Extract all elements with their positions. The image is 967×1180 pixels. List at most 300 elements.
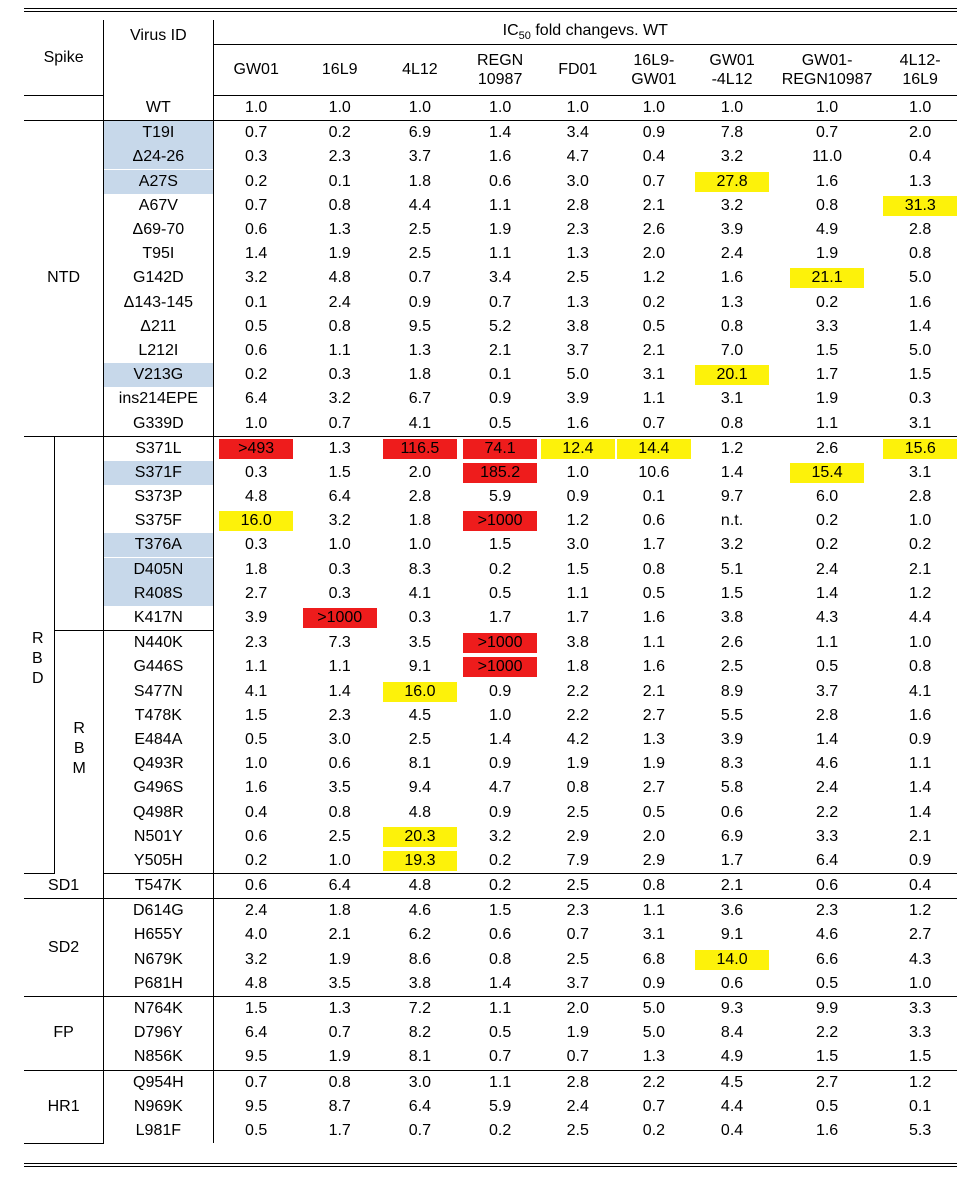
virus-id-cell xyxy=(104,655,213,679)
value-highlight-yellow: 20.3 xyxy=(383,827,457,847)
value-cell xyxy=(771,387,883,411)
value-cell xyxy=(459,1070,541,1095)
value-cell xyxy=(381,948,460,972)
value-cell xyxy=(883,411,957,436)
virus-id-cell xyxy=(104,923,213,947)
value: 0.8 xyxy=(328,196,351,214)
value: 5.0 xyxy=(642,1024,665,1042)
value: 2.1 xyxy=(909,560,932,578)
value-cell xyxy=(459,1021,541,1045)
value: 1.3 xyxy=(720,293,744,311)
table-row xyxy=(24,315,957,339)
virus-id-cell xyxy=(104,776,213,800)
value-cell xyxy=(299,874,381,899)
value: 2.6 xyxy=(815,439,839,457)
value-cell xyxy=(883,972,957,997)
value-cell xyxy=(615,363,694,387)
value: 6.4 xyxy=(245,390,268,408)
value-cell xyxy=(299,411,381,436)
value-cell xyxy=(213,436,299,461)
value-cell xyxy=(459,1095,541,1119)
value-cell xyxy=(693,170,771,194)
value-cell xyxy=(771,972,883,997)
value-cell xyxy=(693,461,771,485)
table-row xyxy=(24,655,957,679)
table-row xyxy=(24,874,957,899)
value: 1.4 xyxy=(720,463,744,481)
value: 0.8 xyxy=(328,803,351,821)
value-cell xyxy=(213,533,299,557)
value: 0.6 xyxy=(328,755,351,773)
value: 0.9 xyxy=(488,755,512,773)
table-row xyxy=(24,849,957,874)
value: 0.6 xyxy=(488,172,512,190)
virus-id: T547K xyxy=(134,877,182,895)
virus-id: K417N xyxy=(133,609,183,627)
value: 0.7 xyxy=(488,293,512,311)
table-row xyxy=(24,363,957,387)
value: 4.6 xyxy=(815,926,839,944)
value: 5.0 xyxy=(642,1000,665,1018)
value: 0.7 xyxy=(566,926,589,944)
value-cell xyxy=(615,972,694,997)
value: 0.6 xyxy=(245,877,268,895)
table-row xyxy=(24,776,957,800)
value: 0.2 xyxy=(642,293,665,311)
value: 1.0 xyxy=(328,536,351,554)
value-cell xyxy=(459,558,541,582)
value-cell xyxy=(459,996,541,1021)
value: 0.8 xyxy=(566,779,589,797)
virus-id-cell xyxy=(104,387,213,411)
value: 2.1 xyxy=(642,682,665,700)
value: 0.4 xyxy=(909,148,932,166)
value: 1.4 xyxy=(245,245,268,263)
value-cell xyxy=(299,194,381,218)
value-cell xyxy=(883,825,957,849)
virus-id-cell xyxy=(104,533,213,557)
value-cell xyxy=(883,387,957,411)
value-cell xyxy=(883,582,957,606)
virus-id-cell xyxy=(104,996,213,1021)
value-cell xyxy=(459,411,541,436)
virus-id: T95I xyxy=(142,245,175,263)
value: 0.2 xyxy=(815,536,839,554)
value: 2.5 xyxy=(566,1121,589,1139)
value-cell xyxy=(213,461,299,485)
value: 1.4 xyxy=(909,317,932,335)
value: 1.9 xyxy=(566,755,589,773)
value-cell xyxy=(299,291,381,315)
value: 1.1 xyxy=(488,196,512,214)
value-cell xyxy=(381,1021,460,1045)
value-cell xyxy=(615,194,694,218)
value: 2.5 xyxy=(566,950,589,968)
value: 0.8 xyxy=(642,560,665,578)
value: 4.5 xyxy=(720,1073,744,1091)
value-cell xyxy=(693,509,771,533)
value: 1.2 xyxy=(642,269,665,287)
value-cell xyxy=(299,533,381,557)
region-fp xyxy=(24,996,104,1070)
value-cell xyxy=(693,121,771,146)
value: 8.6 xyxy=(408,950,432,968)
value-highlight-yellow: 19.3 xyxy=(383,851,457,871)
value: 0.1 xyxy=(909,1097,932,1115)
value-cell xyxy=(381,728,460,752)
value-cell xyxy=(693,315,771,339)
value-cell xyxy=(299,606,381,631)
value-cell xyxy=(771,1095,883,1119)
value-cell xyxy=(541,752,615,776)
value-cell xyxy=(771,996,883,1021)
value: 0.7 xyxy=(566,1048,589,1066)
table-row xyxy=(24,436,957,461)
value: 1.6 xyxy=(909,706,932,724)
value-cell xyxy=(381,1119,460,1143)
value-cell xyxy=(299,680,381,704)
value: 2.2 xyxy=(566,682,589,700)
value: 0.5 xyxy=(815,974,839,992)
value: 1.5 xyxy=(488,536,512,554)
value-cell xyxy=(771,1070,883,1095)
virus-id-cell xyxy=(104,752,213,776)
virus-id-cell xyxy=(104,96,213,121)
value-highlight-red: >1000 xyxy=(463,633,537,653)
value-cell xyxy=(299,1119,381,1143)
value-cell xyxy=(213,1095,299,1119)
value: 1.9 xyxy=(642,755,665,773)
value: 6.4 xyxy=(815,851,839,869)
value: 9.4 xyxy=(408,779,432,797)
value-cell xyxy=(693,266,771,290)
region-rbm-label: R B M xyxy=(72,720,86,778)
value-cell xyxy=(541,728,615,752)
value: 1.5 xyxy=(245,1000,268,1018)
value: 0.5 xyxy=(642,317,665,335)
value-cell xyxy=(541,121,615,146)
value: 9.1 xyxy=(720,926,744,944)
value-cell xyxy=(771,606,883,631)
value-cell xyxy=(381,923,460,947)
value-cell xyxy=(615,899,694,924)
value-cell xyxy=(213,923,299,947)
value-cell xyxy=(541,899,615,924)
value-cell xyxy=(883,776,957,800)
value-cell xyxy=(299,315,381,339)
value-cell xyxy=(771,1021,883,1045)
antibody-header-label: 4L12 xyxy=(402,61,438,79)
value-highlight-yellow: 16.0 xyxy=(383,682,457,702)
value-cell xyxy=(615,923,694,947)
value-cell xyxy=(541,680,615,704)
value-cell xyxy=(541,170,615,194)
value-cell xyxy=(615,704,694,728)
value-cell xyxy=(299,899,381,924)
value-cell xyxy=(615,558,694,582)
value-cell xyxy=(299,849,381,874)
value-cell xyxy=(213,655,299,679)
value-cell xyxy=(615,1021,694,1045)
value: 3.7 xyxy=(815,682,839,700)
value: 0.5 xyxy=(245,317,268,335)
value: 0.4 xyxy=(909,877,932,895)
value: 2.5 xyxy=(408,221,432,239)
value-cell xyxy=(459,680,541,704)
value-cell xyxy=(771,776,883,800)
virus-id: S371L xyxy=(135,439,182,457)
value: 1.6 xyxy=(815,172,839,190)
virus-id-cell xyxy=(104,631,213,656)
value-cell xyxy=(459,509,541,533)
table-row xyxy=(24,461,957,485)
value-cell xyxy=(771,923,883,947)
value: 0.5 xyxy=(245,730,268,748)
table-row xyxy=(24,170,957,194)
value: 1.3 xyxy=(328,221,351,239)
antibody-header-label: 4L12- 16L9 xyxy=(899,51,941,88)
value: 4.4 xyxy=(909,609,932,627)
spike-column-header xyxy=(24,20,104,96)
value-cell xyxy=(541,485,615,509)
region-hr1-label: HR1 xyxy=(47,1097,80,1115)
value: 1.1 xyxy=(488,1000,512,1018)
value: 1.1 xyxy=(328,658,351,676)
value: 3.3 xyxy=(815,827,839,845)
value: 3.9 xyxy=(566,390,589,408)
value: 1.7 xyxy=(642,536,665,554)
value: 2.7 xyxy=(815,1073,839,1091)
value: 2.4 xyxy=(328,293,351,311)
value: 4.7 xyxy=(566,148,589,166)
value-cell xyxy=(459,606,541,631)
value-cell xyxy=(693,96,771,121)
value-cell xyxy=(883,752,957,776)
value: 6.4 xyxy=(328,877,351,895)
table-row xyxy=(24,242,957,266)
virus-id-cell xyxy=(104,411,213,436)
value-cell xyxy=(381,387,460,411)
antibody-header xyxy=(615,45,694,96)
virus-id-cell xyxy=(104,948,213,972)
virus-id-cell xyxy=(104,874,213,899)
virus-id-cell xyxy=(104,170,213,194)
value: 2.3 xyxy=(566,221,589,239)
value: 1.5 xyxy=(566,560,589,578)
value: 1.4 xyxy=(488,124,512,142)
value: 7.2 xyxy=(408,1000,432,1018)
value-cell xyxy=(213,411,299,436)
value: 5.0 xyxy=(566,366,589,384)
value-cell xyxy=(381,899,460,924)
value: 1.0 xyxy=(720,99,744,117)
virus-id-cell xyxy=(104,800,213,824)
value-cell xyxy=(541,874,615,899)
value-cell xyxy=(459,461,541,485)
table-row xyxy=(24,1070,957,1095)
table-row xyxy=(24,899,957,924)
value-cell xyxy=(771,411,883,436)
value-cell xyxy=(459,825,541,849)
value: 6.7 xyxy=(408,390,432,408)
value-cell xyxy=(693,874,771,899)
value-cell xyxy=(459,436,541,461)
value-cell xyxy=(883,996,957,1021)
value: 8.3 xyxy=(720,755,744,773)
value-cell xyxy=(883,849,957,874)
value: 0.9 xyxy=(488,390,512,408)
value-cell xyxy=(381,291,460,315)
value: 1.1 xyxy=(488,245,512,263)
value-cell xyxy=(299,1045,381,1070)
value-cell xyxy=(381,1070,460,1095)
value-cell xyxy=(213,728,299,752)
value: 0.6 xyxy=(245,827,268,845)
value: 6.4 xyxy=(245,1024,268,1042)
value: 0.8 xyxy=(815,196,839,214)
value-cell xyxy=(883,218,957,242)
value-cell xyxy=(299,631,381,656)
value-cell xyxy=(615,655,694,679)
value-cell xyxy=(615,436,694,461)
value-highlight-red: 116.5 xyxy=(383,439,457,459)
value: 2.5 xyxy=(566,803,589,821)
value-cell xyxy=(299,996,381,1021)
value: 0.3 xyxy=(245,536,268,554)
value: 0.9 xyxy=(909,730,932,748)
value: 3.5 xyxy=(328,974,351,992)
virus-id: G496S xyxy=(133,779,184,797)
value: 1.6 xyxy=(642,658,665,676)
ic50-header-rest: fold changevs. WT xyxy=(530,21,668,39)
value-cell xyxy=(381,582,460,606)
top-rule-inner xyxy=(24,11,957,12)
value: 3.8 xyxy=(566,317,589,335)
value: 1.8 xyxy=(328,902,351,920)
value-cell xyxy=(693,291,771,315)
value-cell xyxy=(299,461,381,485)
value-cell xyxy=(771,485,883,509)
value-cell xyxy=(771,1045,883,1070)
value: 2.3 xyxy=(245,633,268,651)
virus-id-cell xyxy=(104,461,213,485)
value-cell xyxy=(771,339,883,363)
virus-id-cell xyxy=(104,509,213,533)
value-cell xyxy=(381,266,460,290)
value-cell xyxy=(771,121,883,146)
value-cell xyxy=(381,363,460,387)
value-cell xyxy=(883,1070,957,1095)
spike-blank-cell xyxy=(24,96,104,121)
value: 0.4 xyxy=(245,803,268,821)
value-cell xyxy=(615,266,694,290)
value-cell xyxy=(213,606,299,631)
value: 7.0 xyxy=(720,341,744,359)
value-highlight-red: 185.2 xyxy=(463,463,537,483)
value: 3.0 xyxy=(408,1073,432,1091)
value: 3.0 xyxy=(328,730,351,748)
value-cell xyxy=(541,194,615,218)
value-cell xyxy=(381,339,460,363)
value-cell xyxy=(771,242,883,266)
value: 1.3 xyxy=(566,245,589,263)
value-cell xyxy=(693,339,771,363)
virus-id: N501Y xyxy=(133,827,183,845)
virus-id: A67V xyxy=(138,196,178,214)
value-cell xyxy=(771,436,883,461)
value: 1.4 xyxy=(815,730,839,748)
value-cell xyxy=(213,704,299,728)
value-cell xyxy=(615,752,694,776)
value: 3.1 xyxy=(642,366,665,384)
value-cell xyxy=(771,631,883,656)
value-cell xyxy=(693,972,771,997)
value-cell xyxy=(299,387,381,411)
value-cell xyxy=(299,948,381,972)
region-rbd-label: R B D xyxy=(32,629,44,687)
value-cell xyxy=(381,752,460,776)
value: 2.8 xyxy=(566,196,589,214)
value-cell xyxy=(213,825,299,849)
value-cell xyxy=(213,874,299,899)
value-cell xyxy=(459,631,541,656)
value-cell xyxy=(381,533,460,557)
value: 0.7 xyxy=(408,1121,432,1139)
value-cell xyxy=(213,1119,299,1143)
value-highlight-yellow: 14.4 xyxy=(617,439,691,459)
value: 0.9 xyxy=(909,851,932,869)
value-cell xyxy=(693,776,771,800)
value-cell xyxy=(615,948,694,972)
value: 3.1 xyxy=(909,414,932,432)
value-cell xyxy=(299,558,381,582)
value-cell xyxy=(381,655,460,679)
virus-id: N679K xyxy=(133,950,183,968)
value: 2.5 xyxy=(328,827,351,845)
value-cell xyxy=(459,363,541,387)
value: 2.4 xyxy=(566,1097,589,1115)
value: 0.2 xyxy=(815,512,839,530)
value: 3.8 xyxy=(566,633,589,651)
virus-id: S375F xyxy=(134,512,182,530)
value: 0.7 xyxy=(642,172,665,190)
value-cell xyxy=(771,315,883,339)
value-cell xyxy=(381,145,460,169)
virus-id-cell xyxy=(104,1070,213,1095)
value: 1.9 xyxy=(566,1024,589,1042)
value-cell xyxy=(213,242,299,266)
value-cell xyxy=(213,315,299,339)
value: 7.9 xyxy=(566,851,589,869)
value: 4.4 xyxy=(408,196,432,214)
value-highlight-yellow: 12.4 xyxy=(541,439,615,459)
value-cell xyxy=(459,339,541,363)
value: 3.8 xyxy=(408,974,432,992)
virus-id: T376A xyxy=(104,533,212,557)
value-cell xyxy=(381,680,460,704)
value: 3.6 xyxy=(720,902,744,920)
value-cell xyxy=(883,242,957,266)
table-row xyxy=(24,387,957,411)
value-cell xyxy=(541,387,615,411)
table-row xyxy=(24,96,957,121)
value: 0.3 xyxy=(328,560,351,578)
value: 4.8 xyxy=(245,488,268,506)
value: 0.9 xyxy=(408,293,432,311)
value: 0.6 xyxy=(720,803,744,821)
value: 1.1 xyxy=(245,658,268,676)
value: 2.1 xyxy=(909,827,932,845)
